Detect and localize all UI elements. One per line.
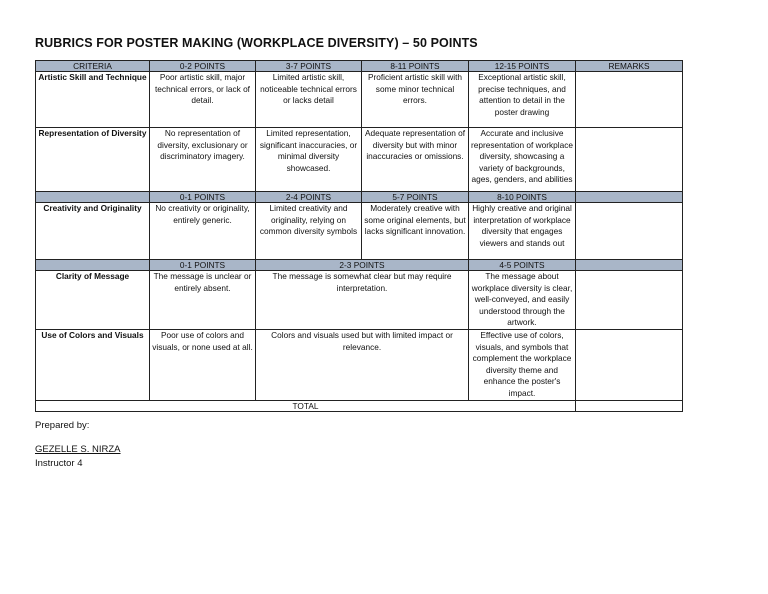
header-blank bbox=[576, 260, 683, 271]
header-score-4: 12-15 POINTS bbox=[469, 61, 576, 72]
table-row bbox=[36, 128, 683, 192]
descriptor-cell: No representation of diversity, exclusionary or discriminatory imagery. bbox=[150, 128, 256, 192]
header-score-1: 0-1 POINTS bbox=[150, 260, 256, 271]
descriptor-cell: Accurate and inclusive representation of workplace diversity, showcasing a variety of backgrounds, ages, genders, and abilities bbox=[469, 128, 576, 192]
total-value-cell bbox=[576, 400, 683, 411]
table-row bbox=[36, 329, 683, 400]
header-score-1: 0-1 POINTS bbox=[150, 192, 256, 203]
remarks-cell bbox=[576, 271, 683, 330]
descriptor-cell: The message about workplace diversity is clear, well-conveyed, and easily understood through the artwork. bbox=[469, 271, 576, 330]
descriptor-cell: Limited creativity and originality, relying on common diversity symbols bbox=[256, 203, 362, 260]
header-score-3: 4-5 POINTS bbox=[469, 260, 576, 271]
header-score-3: 8-11 POINTS bbox=[362, 61, 469, 72]
preparer-role: Instructor 4 bbox=[35, 458, 83, 469]
descriptor-cell: The message is unclear or entirely absent. bbox=[150, 271, 256, 330]
remarks-cell bbox=[576, 72, 683, 128]
descriptor-cell: Poor artistic skill, major technical errors, or lack of detail. bbox=[150, 72, 256, 128]
table-row bbox=[36, 72, 683, 128]
total-row bbox=[36, 400, 683, 411]
descriptor-cell: Moderately creative with some original elements, but lacks significant innovation. bbox=[362, 203, 469, 260]
remarks-cell bbox=[576, 329, 683, 400]
rubric-table bbox=[35, 60, 683, 412]
remarks-cell bbox=[576, 128, 683, 192]
header-score-2: 2-3 POINTS bbox=[256, 260, 469, 271]
criteria-cell: Representation of Diversity bbox=[36, 128, 150, 192]
criteria-cell: Artistic Skill and Technique bbox=[36, 72, 150, 128]
header-blank bbox=[36, 260, 150, 271]
descriptor-cell: Highly creative and original interpretation of workplace diversity that engages viewers and stands out bbox=[469, 203, 576, 260]
header-blank bbox=[36, 192, 150, 203]
descriptor-cell: Effective use of colors, visuals, and symbols that complement the workplace diversity theme and enhance the poster's impact. bbox=[469, 329, 576, 400]
points-header-row bbox=[36, 192, 683, 203]
descriptor-cell: Adequate representation of diversity but with minor inaccuracies or omissions. bbox=[362, 128, 469, 192]
header-remarks: REMARKS bbox=[576, 61, 683, 72]
descriptor-cell: The message is somewhat clear but may require interpretation. bbox=[256, 271, 469, 330]
table-row bbox=[36, 203, 683, 260]
descriptor-cell: Poor use of colors and visuals, or none used at all. bbox=[150, 329, 256, 400]
header-row bbox=[36, 61, 683, 72]
points-header-row bbox=[36, 260, 683, 271]
criteria-cell: Clarity of Message bbox=[36, 271, 150, 330]
header-score-3: 5-7 POINTS bbox=[362, 192, 469, 203]
header-score-2: 3-7 POINTS bbox=[256, 61, 362, 72]
descriptor-cell: Proficient artistic skill with some minor technical errors. bbox=[362, 72, 469, 128]
document-title: RUBRICS FOR POSTER MAKING (WORKPLACE DIVERSITY) – 50 POINTS bbox=[35, 36, 478, 50]
prepared-by-label: Prepared by: bbox=[35, 420, 90, 431]
descriptor-cell: No creativity or originality, entirely generic. bbox=[150, 203, 256, 260]
descriptor-cell: Limited artistic skill, noticeable technical errors or lacks detail bbox=[256, 72, 362, 128]
header-blank bbox=[576, 192, 683, 203]
criteria-cell: Creativity and Originality bbox=[36, 203, 150, 260]
table-row bbox=[36, 271, 683, 330]
descriptor-cell: Colors and visuals used but with limited impact or relevance. bbox=[256, 329, 469, 400]
header-score-1: 0-2 POINTS bbox=[150, 61, 256, 72]
header-score-4: 8-10 POINTS bbox=[469, 192, 576, 203]
descriptor-cell: Limited representation, significant inaccuracies, or minimal diversity showcased. bbox=[256, 128, 362, 192]
header-criteria: CRITERIA bbox=[36, 61, 150, 72]
header-score-2: 2-4 POINTS bbox=[256, 192, 362, 203]
preparer-name: GEZELLE S. NIRZA bbox=[35, 444, 121, 455]
criteria-cell: Use of Colors and Visuals bbox=[36, 329, 150, 400]
descriptor-cell: Exceptional artistic skill, precise techniques, and attention to detail in the poster drawing bbox=[469, 72, 576, 128]
remarks-cell bbox=[576, 203, 683, 260]
total-label: TOTAL bbox=[36, 400, 576, 411]
